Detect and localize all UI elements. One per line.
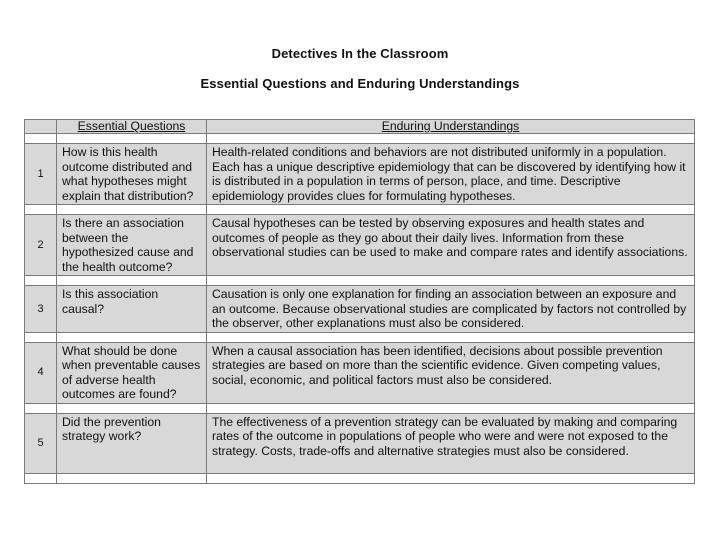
spacer-row [25,403,695,413]
essential-question: How is this health outcome distributed and what hypotheses might explain that distribution? [57,144,207,205]
document-subtitle: Essential Questions and Enduring Understandings [200,76,520,91]
header-questions-cell [57,120,207,134]
table-row [25,286,695,333]
table-row [25,413,695,473]
table-row [25,144,695,205]
essential-question: Is this association causal? [57,286,207,333]
enduring-understanding: Health-related conditions and behaviors are not distributed uniformly in a population. Each has a unique descriptive epidemiology that can be discovered by identifying how it is distributed in a population in terms of person, place, and time. Descriptive epidemiology provides clues for formulating hypotheses. [207,144,695,205]
table-row [25,215,695,276]
enduring-understanding: Causation is only one explanation for finding an association between an exposure and an outcome. Because observational studies are complicated by factors not controlled by the observer, other explanations must also be considered. [207,286,695,333]
spacer-row [25,134,695,144]
essential-question: Is there an association between the hypothesized cause and the health outcome? [57,215,207,276]
spacer-row [25,332,695,342]
spacer-row [25,473,695,483]
row-number: 1 [25,144,57,205]
document-title: Detectives In the Classroom [271,46,449,61]
table-row [25,342,695,403]
enduring-understanding: Causal hypotheses can be tested by observing exposures and health states and outcomes of people as they go about their daily lives. Information from these observational studies can be used to make and compare rates and identify associations. [207,215,695,276]
essential-question: What should be done when preventable causes of adverse health outcomes are found? [57,342,207,403]
header-understandings-cell [207,120,695,134]
row-number: 4 [25,342,57,403]
table-header-row [25,120,695,134]
header-number-cell [25,120,57,134]
row-number: 3 [25,286,57,333]
spacer-row [25,276,695,286]
questions-table [24,119,695,484]
enduring-understanding: The effectiveness of a prevention strategy can be evaluated by making and comparing rates of the outcome in populations of people who were and were not exposed to the strategy. Costs, trade-offs and alternative strategies must also be considered. [207,413,695,473]
header-understandings-label: Enduring Understandings [381,119,520,133]
enduring-understanding: When a causal association has been identified, decisions about possible prevention strategies are based on more than the scientific evidence. Given competing values, social, economic, and political factors must also be considered. [207,342,695,403]
header-questions-label: Essential Questions [77,119,186,133]
essential-question: Did the prevention strategy work? [57,413,207,473]
spacer-row [25,205,695,215]
row-number: 5 [25,413,57,473]
row-number: 2 [25,215,57,276]
